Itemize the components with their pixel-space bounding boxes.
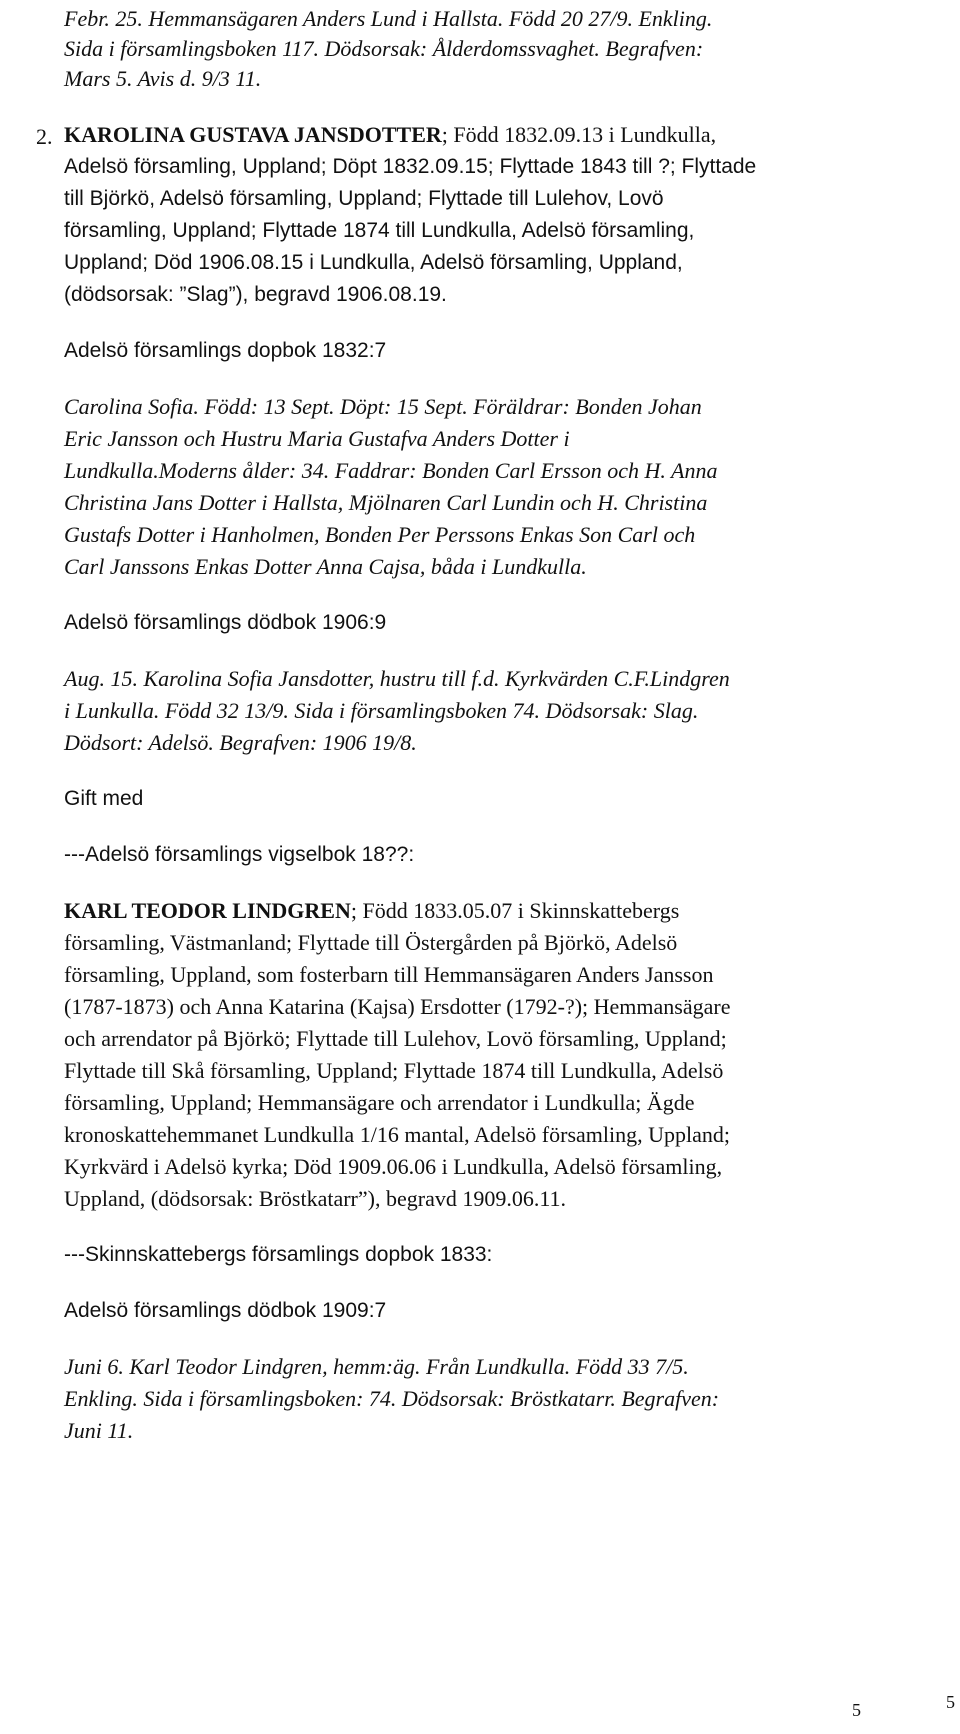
husband-line-1 [64,900,679,922]
husband-line-8: kronoskattehemmanet Lundkulla 1/16 mantal, Adelsö församling, Uppland; [64,1122,730,1147]
husband-line-10: Uppland, (dödsorsak: Bröstkatarr”), begravd 1909.06.11. [64,1186,567,1211]
husband-line-3: församling, Uppland, som fosterbarn till Hemmansägaren Anders Jansson [64,962,714,987]
top-entry-line-3: Mars 5. Avis d. 9/3 11. [64,66,262,91]
dopbok-1832-line-4: Christina Jans Dotter i Hallsta, Mjölnaren Carl Lundin och H. Christina [64,490,708,515]
person2-line-4: församling, Uppland; Flyttade 1874 till Lundkulla, Adelsö församling, [64,219,695,242]
husband-line-2: församling, Västmanland; Flyttade till Östergården på Björkö, Adelsö [64,930,678,955]
person2-line-5: Uppland; Död 1906.08.15 i Lundkulla, Adelsö församling, Uppland, [64,251,683,274]
dopbok-1832-line-1: Carolina Sofia. Född: 13 Sept. Döpt: 15 Sept. Föräldrar: Bonden Johan [64,394,702,419]
dodbok-1906-line-3: Dödsort: Adelsö. Begrafven: 1906 19/8. [64,730,417,755]
person2-line-3: till Björkö, Adelsö församling, Uppland; Flyttade till Lulehov, Lovö [64,187,664,210]
husband-line-7: församling, Uppland; Hemmansägare och arrendator i Lundkulla; Ägde [64,1090,695,1115]
skinnskatteberg-reference: ---Skinnskattebergs församlings dopbok 1833: [64,1243,493,1266]
top-entry-line-1: Febr. 25. Hemmansägaren Anders Lund i Hallsta. Född 20 27/9. Enkling. [64,6,713,31]
dopbok-1832-heading: Adelsö församlings dopbok 1832:7 [64,339,387,362]
gift-med-label: Gift med [64,787,144,810]
dodbok-1906-heading: Adelsö församlings dödbok 1906:9 [64,611,387,634]
dopbok-1832-line-2: Eric Jansson och Hustru Maria Gustafva Anders Dotter i [64,426,570,451]
dodbok-1906-line-2: i Lunkulla. Född 32 13/9. Sida i församlingsboken 74. Dödsorsak: Slag. [64,698,699,723]
dodbok-1909-line-2: Enkling. Sida i församlingsboken: 74. Dödsorsak: Bröstkatarr. Begrafven: [64,1386,720,1411]
entry-number: 2. [36,124,53,149]
top-entry-line-2: Sida i församlingsboken 117. Dödsorsak: Ålderdomssvaghet. Begrafven: [64,36,704,61]
dopbok-1832-line-6: Carl Janssons Enkas Dotter Anna Cajsa, båda i Lundkulla. [64,554,587,579]
page-number: 5 [852,1700,861,1720]
dopbok-1832-line-5: Gustafs Dotter i Hanholmen, Bonden Per Perssons Enkas Son Carl och [64,522,696,547]
husband-line-4: (1787-1873) och Anna Katarina (Kajsa) Ersdotter (1792-?); Hemmansägare [64,994,731,1019]
vigselbok-reference: ---Adelsö församlings vigselbok 18??: [64,843,415,866]
husband-line-1-rest: ; Född 1833.05.07 i Skinnskattebergs [350,898,680,923]
husband-line-9: Kyrkvärd i Adelsö kyrka; Död 1909.06.06 i Lundkulla, Adelsö församling, [64,1154,723,1179]
page-number-edge: 5 [946,1692,955,1712]
person2-line-1 [64,124,716,146]
husband-line-5: och arrendator på Björkö; Flyttade till Lulehov, Lovö församling, Uppland; [64,1026,727,1051]
person2-line-1-rest: ; Född 1832.09.13 i Lundkulla, [441,122,717,147]
dodbok-1909-heading: Adelsö församlings dödbok 1909:7 [64,1299,387,1322]
person2-line-6: (dödsorsak: ”Slag”), begravd 1906.08.19. [64,283,447,306]
dodbok-1909-line-3: Juni 11. [64,1418,134,1443]
dodbok-1909-line-1: Juni 6. Karl Teodor Lindgren, hemm:äg. Från Lundkulla. Född 33 7/5. [64,1354,689,1379]
dopbok-1832-line-3: Lundkulla.Moderns ålder: 34. Faddrar: Bonden Carl Ersson och H. Anna [64,458,718,483]
person2-line-2: Adelsö församling, Uppland; Döpt 1832.09.15; Flyttade 1843 till ?; Flyttade [64,155,757,178]
husband-name: KARL TEODOR LINDGREN [64,898,351,923]
dodbok-1906-line-1: Aug. 15. Karolina Sofia Jansdotter, hustru till f.d. Kyrkvärden C.F.Lindgren [64,666,730,691]
person2-name: KAROLINA GUSTAVA JANSDOTTER [64,122,442,147]
husband-line-6: Flyttade till Skå församling, Uppland; Flyttade 1874 till Lundkulla, Adelsö [64,1058,724,1083]
